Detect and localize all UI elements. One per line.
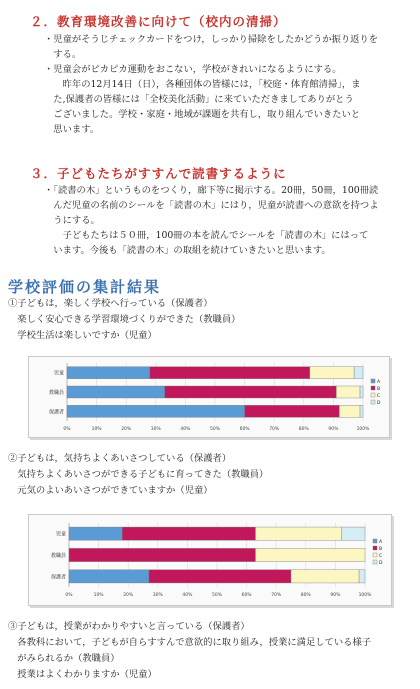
x-tick-label: 80% — [300, 593, 311, 598]
legend-label: D — [377, 401, 381, 406]
x-tick-label: 30% — [150, 427, 161, 432]
chart-1 — [28, 356, 390, 438]
body-line: 昨年の12月14日（日），各種団体の皆様には，「校庭・体育館清掃」，ま — [44, 79, 361, 90]
question-1 — [8, 296, 240, 344]
body-line: た,保護者の皆様には「全校美化活動」に来ていただきましてありがとう — [44, 94, 354, 105]
bar-segment — [339, 405, 360, 417]
category-label: 教職員 — [48, 390, 64, 396]
category-label: 教職員 — [50, 553, 66, 559]
question-line: 学校生活は楽しいですか（児童） — [8, 330, 157, 341]
bar-segment — [149, 570, 291, 583]
bar-segment — [360, 386, 363, 398]
legend-label: D — [379, 561, 383, 566]
question-line: 各教科において，子どもが自らすすんで意欲的に取り組み，授業に満足している様子 — [8, 637, 372, 648]
x-tick-label: 70% — [271, 593, 282, 598]
legend-label: A — [379, 540, 383, 545]
bar-segment — [69, 548, 255, 561]
bar-segment — [359, 570, 365, 583]
legend-swatch — [371, 393, 375, 397]
bar-segment — [69, 527, 122, 540]
bar-segment — [122, 527, 255, 540]
body-line: ございました。学校・家庭・地域が課題を共有し，取り組んでいきたいと — [44, 109, 361, 120]
bar-segment — [255, 548, 365, 561]
body-line: んだ児童の名前のシールを「読書の木」にはり，児童が読書への意欲を持つよ — [44, 200, 379, 211]
question-line: 授業はよくわかりますか（児童） — [8, 669, 157, 680]
x-tick-label: 100% — [356, 427, 370, 432]
bar-segment — [360, 405, 363, 417]
x-tick-label: 10% — [91, 427, 102, 432]
x-tick-label: 50% — [209, 427, 221, 432]
legend-swatch — [371, 400, 375, 404]
question-line: ②子どもは，気持ちよくあいさつしている（保護者） — [8, 453, 232, 464]
category-label: 保護者 — [50, 574, 66, 581]
bar-segment — [245, 405, 340, 417]
x-tick-label: 70% — [269, 427, 280, 432]
question-line: がみられるか（教職員） — [8, 653, 120, 664]
bar-segment — [341, 527, 365, 540]
x-tick-label: 50% — [211, 593, 223, 598]
bar-segment — [67, 405, 245, 417]
category-label: 児童 — [55, 531, 66, 538]
x-tick-label: 30% — [152, 593, 163, 598]
question-line: 元気のよいあいさつができていますか（児童） — [8, 485, 213, 496]
evaluation-title: 学校評価の集計結果 — [8, 278, 162, 296]
legend-label: B — [379, 547, 383, 552]
x-tick-label: 60% — [241, 593, 252, 598]
question-line: 楽しく安心できる学習環境づくりができた（教職員） — [8, 314, 241, 325]
legend-label: A — [377, 380, 381, 385]
legend-swatch — [373, 553, 377, 557]
x-tick-label: 80% — [298, 427, 309, 432]
question-line: ③子どもは，授業がわかりやすいと言っている（保護者） — [8, 621, 250, 632]
x-tick-label: 0% — [65, 593, 73, 598]
section3-heading: ３．子どもたちがすすんで読書するように — [30, 166, 287, 181]
legend-label: B — [377, 387, 381, 392]
x-tick-label: 60% — [239, 427, 250, 432]
x-tick-label: 100% — [358, 593, 372, 598]
x-tick-label: 20% — [123, 593, 134, 598]
x-tick-label: 90% — [328, 427, 339, 432]
bar-segment — [150, 367, 310, 379]
chart-1-svg — [29, 357, 389, 437]
legend-swatch — [373, 546, 377, 550]
body-line: ・「読書の木」というものをつくり，廊下等に掲示する。20冊，50冊，100冊読 — [44, 185, 379, 196]
section2-body — [44, 32, 378, 137]
bar-segment — [67, 367, 150, 379]
section2-heading: ２．教育環境改善に向けて（校内の清掃） — [30, 14, 287, 29]
chart-2 — [28, 514, 392, 606]
legend-swatch — [371, 386, 375, 390]
x-tick-label: 0% — [63, 427, 71, 432]
body-line: ・児童がそうじチェックカードをつけ，しっかり掃除をしたかどうか振り返りを — [44, 34, 379, 45]
chart-2-svg — [29, 515, 391, 605]
legend-swatch — [371, 379, 375, 383]
category-label: 児童 — [53, 370, 64, 377]
body-line: ・児童会がピカピカ運動をおこない，学校がきれいになるようにする。 — [44, 64, 342, 75]
question-line: 気持ちよくあいさつができる子どもに育ってきた（教職員） — [8, 469, 269, 480]
bar-segment — [165, 386, 337, 398]
bar-segment — [255, 527, 341, 540]
legend-swatch — [373, 539, 377, 543]
bar-segment — [354, 367, 363, 379]
question-2 — [8, 451, 268, 499]
legend-label: C — [379, 554, 383, 559]
body-line: 思います。 — [44, 124, 100, 135]
legend-swatch — [373, 560, 377, 564]
body-line: います。今後も「読書の木」の取組を続けていきたいと思います。 — [44, 245, 331, 256]
body-line: うにする。 — [44, 215, 100, 226]
x-tick-label: 40% — [182, 593, 193, 598]
body-line: する。 — [44, 49, 82, 60]
category-label: 保護者 — [48, 409, 64, 416]
bar-segment — [67, 386, 165, 398]
bar-segment — [291, 570, 359, 583]
question-3 — [8, 619, 371, 683]
section3-body — [44, 183, 379, 258]
x-tick-label: 40% — [180, 427, 191, 432]
bar-segment — [310, 367, 354, 379]
legend-label: C — [377, 394, 381, 399]
bar-segment — [336, 386, 360, 398]
x-tick-label: 90% — [330, 593, 341, 598]
question-line: ①子どもは，楽しく学校へ行っている（保護者） — [8, 298, 213, 309]
bar-segment — [69, 570, 149, 583]
body-line: 子どもたちは５０冊，100冊の本を読んでシールを「読書の木」にはって — [44, 230, 369, 241]
x-tick-label: 10% — [93, 593, 104, 598]
x-tick-label: 20% — [121, 427, 132, 432]
